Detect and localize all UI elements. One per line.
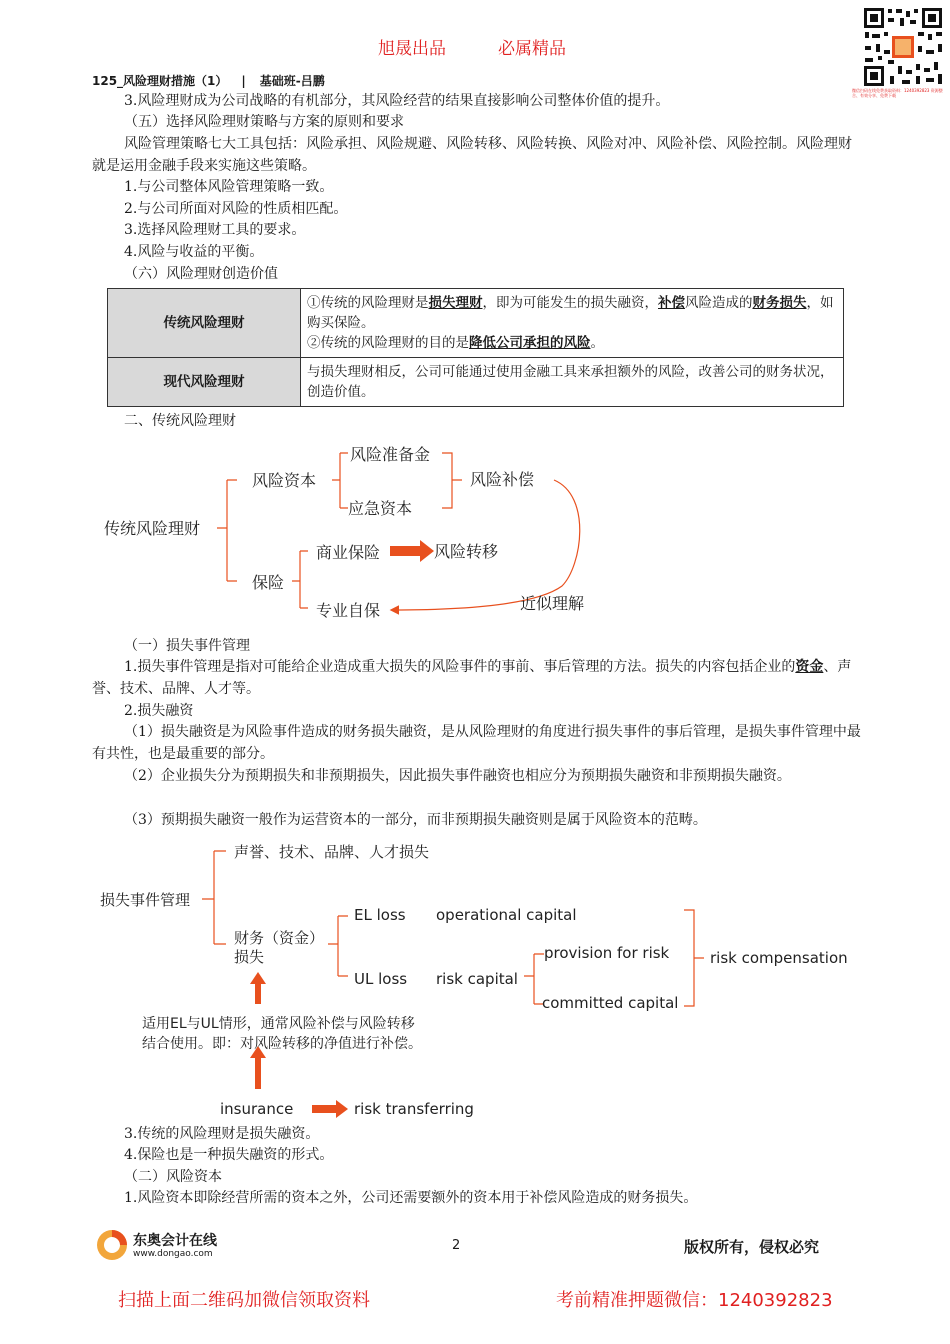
paragraph: （3）预期损失融资一般作为运营资本的一部分，而非预期损失融资则是属于风险资本的范畴。 [124,812,707,828]
page-number: 2 [452,1238,461,1253]
section-heading: （六）风险理财创造价值 [124,266,278,282]
list-item: 3.选择风险理财工具的要求。 [124,222,306,238]
risk-finance-table [107,288,844,407]
traditional-risk-finance-diagram [92,436,612,626]
logo-icon [95,1228,129,1262]
logo-brand: 东奥会计在线 [133,1233,217,1249]
up-arrow-icon [250,972,266,984]
loss-event-diagram [92,836,862,1126]
list-item: 2.损失融资 [124,703,194,719]
section-heading: （一）损失事件管理 [124,638,250,654]
table-row [108,358,844,407]
d2-operational-capital: operational capital [436,906,577,924]
d1-transfer: 风险转移 [434,542,499,561]
list-item: 2.与公司所面对风险的性质相匹配。 [124,201,348,217]
table-row [108,289,844,358]
list-item: 4.保险也是一种损失融资的形式。 [124,1147,334,1163]
d1-capital: 风险资本 [252,471,317,490]
paragraph: 风险管理策略七大工具包括：风险承担、风险规避、风险转移、风险转换、风险对冲、风险补偿、风险控制。风险理财就是运用金融手段来实施这些策略。 [92,136,852,174]
arrow-icon [390,540,434,562]
paragraph: 1.损失事件管理是指对可能给企业造成重大损失的风险事件的事前、事后管理的方法。损失的内容包括企业的资金、声誉、技术、品牌、人才等。 [92,659,852,697]
list-item: 1.风险资本即除经营所需的资本之外，公司还需要额外的资本用于补偿风险造成的财务损失。 [124,1190,698,1206]
d2-loss: 损失 [234,948,265,966]
d1-compensation: 风险补偿 [470,470,535,489]
slogan-left: 旭晟出品 [378,39,446,59]
section-heading: （二）风险资本 [124,1169,222,1185]
copyright: 版权所有，侵权必究 [684,1238,820,1256]
d2-note-line2: 结合使用。即：对风险转移的净值进行补偿。 [142,1036,422,1052]
section-heading: 二、传统风险理财 [124,413,236,429]
paragraph: （1）损失融资是为风险事件造成的财务损失融资，是从风险理财的角度进行损失事件的事后管理，是损失事件管理中最有共性，也是最重要的部分。 [92,724,861,762]
logo-url: www.dongao.com [133,1249,213,1259]
lesson-title: 125_风险理财措施（1） [92,74,228,88]
paragraph: （2）企业损失分为预期损失和非预期损失，因此损失事件融资也相应分为预期损失融资和非预期损失融资。 [124,768,791,784]
d2-nonfinancial: 声誉、技术、品牌、人才损失 [234,843,430,861]
d1-commercial: 商业保险 [316,543,381,562]
table-head-modern: 现代风险理财 [108,358,301,407]
course-name: 基础班-吕鹏 [259,74,325,88]
d1-approx: 近似理解 [520,594,585,613]
d1-root: 传统风险理财 [104,519,201,538]
d1-contingent: 应急资本 [348,499,413,518]
d2-root: 损失事件管理 [100,891,191,909]
table-cell-modern: 与损失理财相反，公司可能通过使用金融工具来承担额外的风险，改善公司的财务状况，创造价值。 [301,358,844,407]
d1-self: 专业自保 [316,601,381,620]
header-separator: | [241,74,246,88]
d2-risk-transferring: risk transferring [354,1100,474,1118]
d2-risk-compensation: risk compensation [710,949,848,967]
qr-code-icon [862,6,944,88]
d2-risk-capital: risk capital [436,970,518,988]
slogan-right: 必属精品 [498,39,566,59]
wechat-contact: 考前精准押题微信：1240392823 [556,1290,833,1311]
d2-committed: committed capital [542,994,679,1012]
list-item: 3.传统的风险理财是损失融资。 [124,1126,320,1142]
list-item: 1.与公司整体风险管理策略一致。 [124,179,334,195]
text-line: 3.风险理财成为公司战略的有机部分，其风险经营的结果直接影响公司整体价值的提升。 [124,93,670,109]
d2-provision: provision for risk [544,944,670,962]
scan-note: 扫描上面二维码加微信领取资料 [118,1290,370,1311]
table-cell-traditional: ①传统的风险理财是损失理财，即为可能发生的损失融资，补偿风险造成的财务损失，如购买保险。 ②传统的风险理财的目的是降低公司承担的风险。 [301,289,844,358]
d2-insurance: insurance [220,1100,294,1118]
d2-note-line1: 适用EL与UL情形，通常风险补偿与风险转移 [142,1016,415,1032]
d2-ul-loss: UL loss [354,970,408,988]
d1-insurance: 保险 [252,573,285,592]
d1-reserve: 风险准备金 [350,445,431,464]
lesson-header [92,72,325,89]
qr-note: 微信扫码在线免费获取资料：1240392823 资源整合、有效分享、免费下载 [852,88,943,98]
section-heading: （五）选择风险理财策略与方案的原则和要求 [124,114,404,130]
list-item: 4.风险与收益的平衡。 [124,244,264,260]
right-arrow-icon [312,1100,348,1118]
d2-el-loss: EL loss [354,906,406,924]
d2-financial: 财务（资金） [234,929,325,947]
table-head-traditional: 传统风险理财 [108,289,301,358]
